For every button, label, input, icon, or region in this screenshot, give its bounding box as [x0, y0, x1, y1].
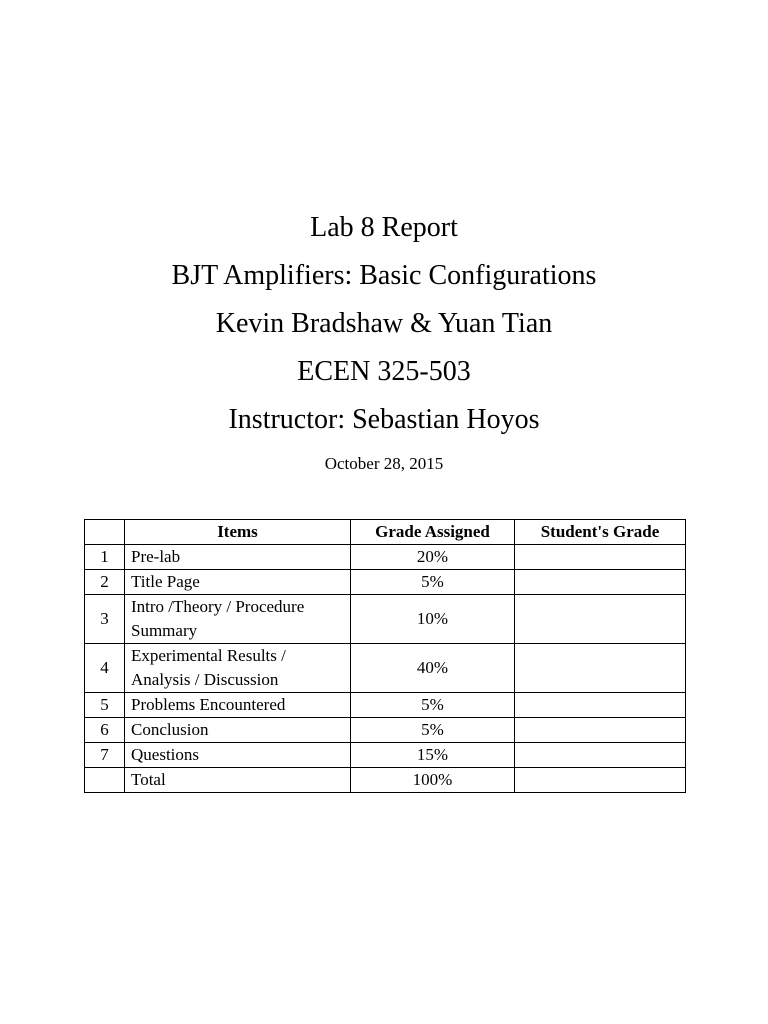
- row-students-grade: [515, 718, 686, 743]
- table-row: [85, 595, 686, 644]
- table-row: [85, 644, 686, 693]
- row-grade-assigned: 5%: [351, 693, 515, 718]
- row-students-grade: [515, 693, 686, 718]
- row-item: Conclusion: [125, 718, 351, 743]
- row-item: Experimental Results / Analysis / Discussion: [125, 644, 351, 693]
- row-number: 2: [85, 570, 125, 595]
- table-row: [85, 570, 686, 595]
- row-students-grade: [515, 570, 686, 595]
- lab-subject: BJT Amplifiers: Basic Configurations: [171, 260, 597, 291]
- row-students-grade: [515, 743, 686, 768]
- row-number: 1: [85, 545, 125, 570]
- row-number: [85, 768, 125, 793]
- authors: Kevin Bradshaw & Yuan Tian: [215, 308, 553, 339]
- row-number: 6: [85, 718, 125, 743]
- row-grade-assigned: 5%: [351, 570, 515, 595]
- report-title: Lab 8 Report: [310, 212, 458, 243]
- header-students-grade: Student's Grade: [515, 520, 686, 545]
- row-item: Title Page: [125, 570, 351, 595]
- table-row: [85, 545, 686, 570]
- row-students-grade: [515, 595, 686, 644]
- table-row: [85, 718, 686, 743]
- row-grade-assigned: 10%: [351, 595, 515, 644]
- row-item: Intro /Theory / Procedure Summary: [125, 595, 351, 644]
- row-item: Total: [125, 768, 351, 793]
- report-date: October 28, 2015: [324, 454, 444, 473]
- course-section: ECEN 325-503: [297, 356, 471, 387]
- row-grade-assigned: 40%: [351, 644, 515, 693]
- header-items: Items: [125, 520, 351, 545]
- table-row: [85, 693, 686, 718]
- row-item: Problems Encountered: [125, 693, 351, 718]
- header-grade-assigned: Grade Assigned: [351, 520, 515, 545]
- title-block: [0, 204, 768, 476]
- row-number: 7: [85, 743, 125, 768]
- row-number: 3: [85, 595, 125, 644]
- row-item: Pre-lab: [125, 545, 351, 570]
- row-students-grade: [515, 768, 686, 793]
- row-number: 5: [85, 693, 125, 718]
- row-item: Questions: [125, 743, 351, 768]
- row-grade-assigned: 100%: [351, 768, 515, 793]
- table-row: [85, 743, 686, 768]
- row-grade-assigned: 5%: [351, 718, 515, 743]
- grading-table: [84, 519, 686, 793]
- table-header-row: [85, 520, 686, 545]
- instructor: Instructor: Sebastian Hoyos: [228, 404, 540, 435]
- table-body: [85, 545, 686, 793]
- header-number: [85, 520, 125, 545]
- row-grade-assigned: 15%: [351, 743, 515, 768]
- row-students-grade: [515, 644, 686, 693]
- row-grade-assigned: 20%: [351, 545, 515, 570]
- row-number: 4: [85, 644, 125, 693]
- table-row: [85, 768, 686, 793]
- row-students-grade: [515, 545, 686, 570]
